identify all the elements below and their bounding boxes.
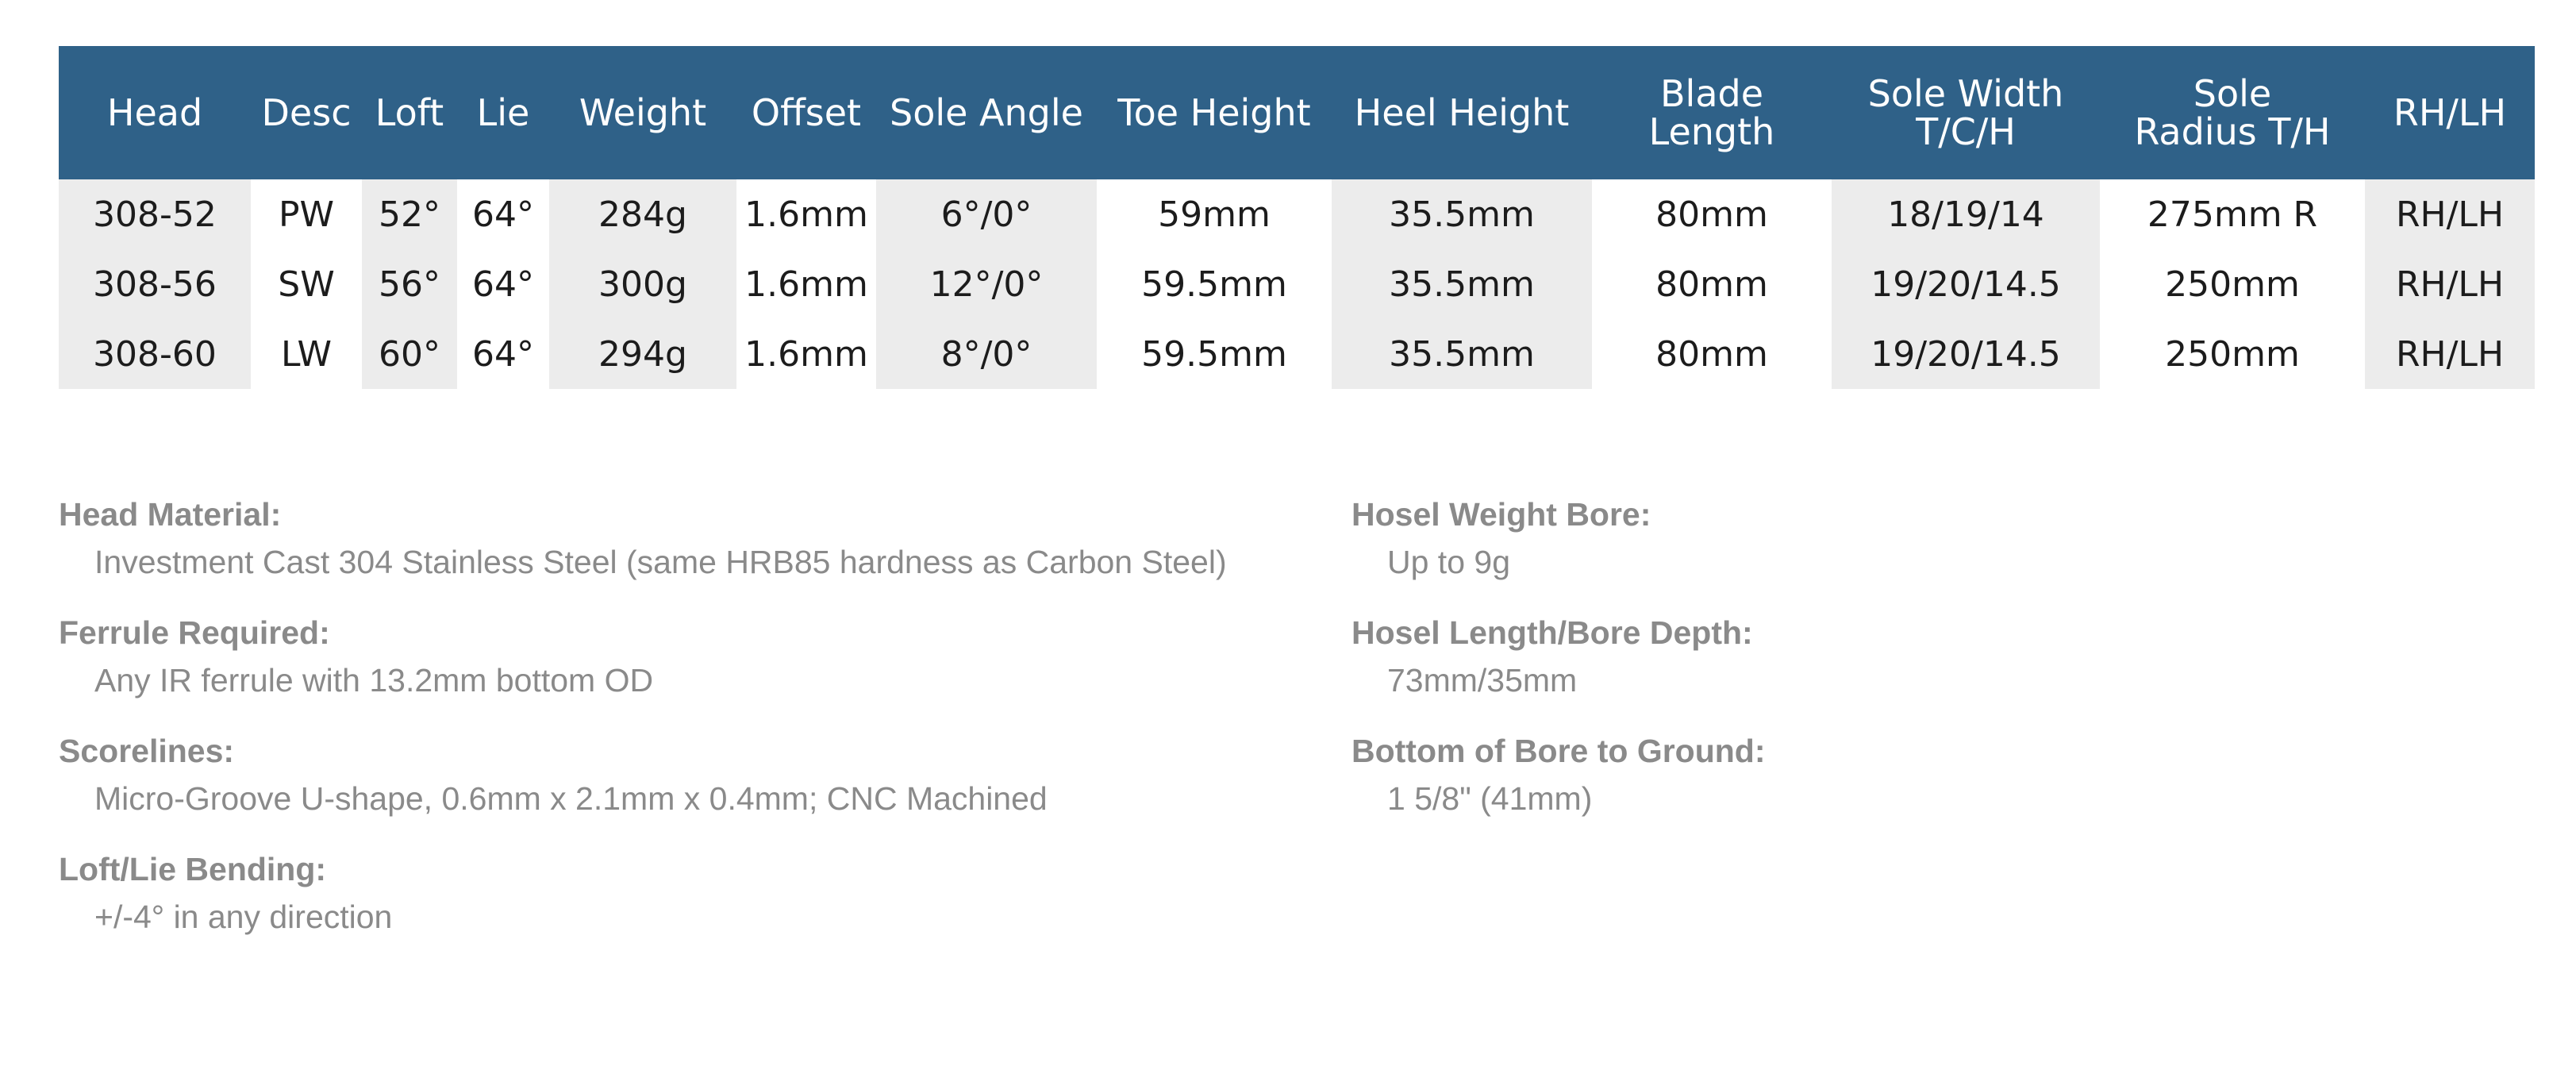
table-cell: LW — [281, 333, 332, 375]
column-header: Heel Height — [1332, 46, 1592, 179]
table-cell: 6°/0° — [876, 179, 1097, 249]
table-cell: 8°/0° — [876, 319, 1097, 389]
column-header: Offset — [736, 46, 876, 179]
table-cell: RH/LH — [2365, 319, 2535, 389]
table-row — [59, 319, 2535, 389]
column-header: Sole Width T/C/H — [1832, 46, 2100, 179]
spec-value: +/-4° in any direction — [94, 899, 393, 935]
table-cell: 35.5mm — [1332, 179, 1592, 249]
spec-label: Hosel Weight Bore: — [1351, 496, 1651, 533]
spec-label: Hosel Length/Bore Depth: — [1351, 614, 1753, 651]
spec-value: Any IR ferrule with 13.2mm bottom OD — [94, 662, 654, 699]
table-cell: 80mm — [1655, 264, 1768, 305]
table-cell: 19/20/14.5 — [1832, 319, 2100, 389]
column-header: Sole Angle — [876, 46, 1097, 179]
table-cell: 35.5mm — [1332, 249, 1592, 319]
spec-item — [59, 609, 1249, 705]
spec-item — [1351, 491, 2463, 587]
table-cell: 18/19/14 — [1832, 179, 2100, 249]
column-header: Blade Length — [1592, 46, 1832, 179]
spec-item — [59, 727, 1249, 823]
table-row — [59, 249, 2535, 319]
column-header: Loft — [362, 46, 457, 179]
table-cell: 294g — [549, 319, 736, 389]
column-header: Sole Radius T/H — [2100, 46, 2365, 179]
spec-item — [59, 845, 1249, 941]
table-cell: 80mm — [1655, 333, 1768, 375]
table-cell: 12°/0° — [876, 249, 1097, 319]
column-header: Desc — [251, 46, 362, 179]
column-header: RH/LH — [2365, 46, 2535, 179]
table-cell: 308-52 — [59, 179, 251, 249]
spec-label: Ferrule Required: — [59, 614, 330, 651]
table-cell: PW — [278, 194, 335, 235]
spec-value: 73mm/35mm — [1387, 662, 1578, 699]
table-header — [59, 46, 2535, 179]
spec-value: 1 5/8" (41mm) — [1387, 780, 1593, 817]
specs-right-column — [1351, 491, 2463, 845]
header-row — [59, 46, 2535, 179]
table-cell: 35.5mm — [1332, 319, 1592, 389]
table-cell: 284g — [549, 179, 736, 249]
table-cell: 52° — [362, 179, 457, 249]
table-cell: 59mm — [1158, 194, 1271, 235]
spec-value: Up to 9g — [1387, 544, 1510, 580]
table-cell: 60° — [362, 319, 457, 389]
table-cell: 308-60 — [59, 319, 251, 389]
table-cell: RH/LH — [2365, 249, 2535, 319]
table-cell: SW — [278, 264, 335, 305]
table-cell: 1.6mm — [744, 194, 868, 235]
table-cell: 275mm R — [2147, 194, 2318, 235]
spec-item — [59, 491, 1249, 587]
table-cell: 80mm — [1655, 194, 1768, 235]
spec-label: Bottom of Bore to Ground: — [1351, 733, 1766, 769]
table-cell: 59.5mm — [1141, 264, 1287, 305]
table-cell: 300g — [549, 249, 736, 319]
table-cell: 59.5mm — [1141, 333, 1287, 375]
column-header: Lie — [457, 46, 549, 179]
table-cell: 19/20/14.5 — [1832, 249, 2100, 319]
spec-label: Scorelines: — [59, 733, 235, 769]
spec-item — [1351, 609, 2463, 705]
table-cell: 308-56 — [59, 249, 251, 319]
table-cell: 250mm — [2165, 333, 2300, 375]
table-cell: 64° — [472, 264, 534, 305]
specs-table — [59, 46, 2535, 389]
specs-left-column — [59, 491, 1249, 964]
spec-item — [1351, 727, 2463, 823]
table-body — [59, 179, 2535, 389]
table-cell: 1.6mm — [744, 264, 868, 305]
table-cell: 250mm — [2165, 264, 2300, 305]
table-cell: 64° — [472, 194, 534, 235]
spec-label: Head Material: — [59, 496, 282, 533]
column-header: Toe Height — [1097, 46, 1332, 179]
spec-value: Micro-Groove U-shape, 0.6mm x 2.1mm x 0.4mm; CNC Machined — [94, 780, 1048, 817]
table-cell: 56° — [362, 249, 457, 319]
column-header: Weight — [549, 46, 736, 179]
column-header: Head — [59, 46, 251, 179]
table-cell: 1.6mm — [744, 333, 868, 375]
spec-label: Loft/Lie Bending: — [59, 851, 327, 887]
table-cell: RH/LH — [2365, 179, 2535, 249]
table-row — [59, 179, 2535, 249]
table-cell: 64° — [472, 333, 534, 375]
spec-value: Investment Cast 304 Stainless Steel (same HRB85 hardness as Carbon Steel) — [94, 544, 1227, 580]
